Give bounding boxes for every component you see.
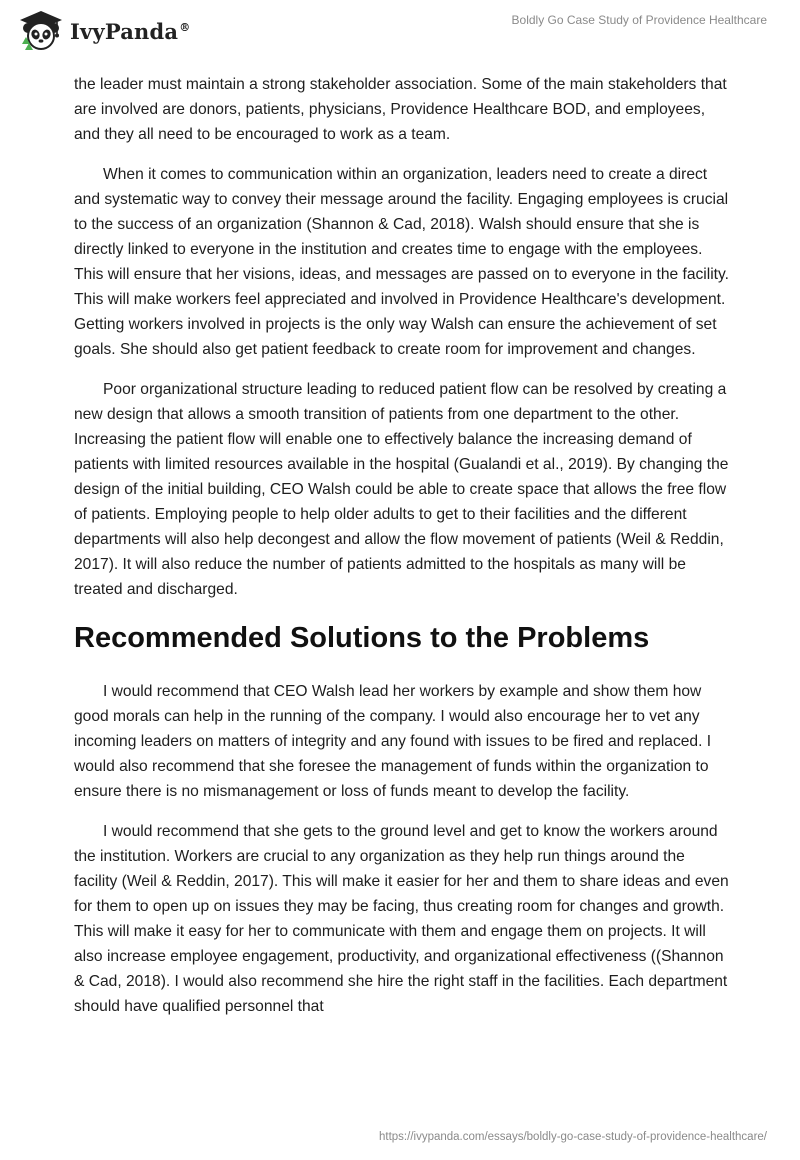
- paragraph: I would recommend that she gets to the ground level and get to know the workers around the institution. Workers are crucial to any organization as they help run things around the facility (Weil & Reddin, 2017). This will make it easier for her and them to share ideas and even for them to open up on issues they may be facing, thus creating room for changes and growth. This will make it easy for her to communicate with them and engage them on projects. It will also increase employee engagement, productivity, and organizational effectiveness ((Shannon & Cad, 2018). I would also recommend she hire the right staff in the facilities. Each department should have qualified personnel that: [74, 823, 729, 1015]
- paragraph: I would recommend that CEO Walsh lead her workers by example and show them how good morals can help in the running of the company. I would also encourage her to vet any incoming leaders on matters of integrity and any found with issues to be fired and replaced. I would also recommend that she foresee the management of funds within the organization to ensure there is no mismanagement or loss of funds meant to develop the facility.: [74, 683, 712, 800]
- section-heading: Recommended Solutions to the Problems: [74, 622, 650, 654]
- source-url-link[interactable]: https://ivypanda.com/essays/boldly-go-case-study-of-providence-healthcare/: [379, 1131, 767, 1143]
- essay-content: [74, 72, 730, 1034]
- paragraph: Poor organizational structure leading to reduced patient flow can be resolved by creating a new design that allows a smooth transition of patients from one department to the other. Increasing the patient flow will enable one to effectively balance the increasing demand of patients with limited resources available in the hospital (Gualandi et al., 2019). By changing the design of the initial building, CEO Walsh could be able to create space that allows the free flow of patients. Employing people to help older adults to get to their facilities and the different departments will also help decongest and allow the flow movement of patients (Weil & Reddin, 2017). It will also reduce the number of patients admitted to the hospitals as many will be treated and discharged.: [74, 381, 729, 598]
- paragraph: the leader must maintain a strong stakeholder association. Some of the main stakeholders that are involved are donors, patients, physicians, Providence Healthcare BOD, and employees, and they all need to be encouraged to work as a team.: [74, 76, 727, 143]
- document-title: Boldly Go Case Study of Providence Healthcare: [511, 13, 767, 27]
- ivypanda-logo-link[interactable]: [16, 6, 190, 56]
- paragraph: When it comes to communication within an organization, leaders need to create a direct and systematic way to convey their message around the facility. Engaging employees is crucial to the success of an organization (Shannon & Cad, 2018). Walsh should ensure that she is directly linked to everyone in the institution and creates time to engage with the employees. This will ensure that her visions, ideas, and messages are passed on to everyone in the facility. This will make workers feel appreciated and involved in Providence Healthcare's development. Getting workers involved in projects is the only way Walsh can ensure the achievement of set goals. She should also get patient feedback to create room for improvement and changes.: [74, 166, 729, 358]
- page-header: [0, 0, 800, 70]
- logo-registered-mark: ®: [179, 20, 191, 34]
- panda-graduate-icon: [16, 6, 66, 56]
- logo-text: IvyPanda®: [70, 18, 191, 44]
